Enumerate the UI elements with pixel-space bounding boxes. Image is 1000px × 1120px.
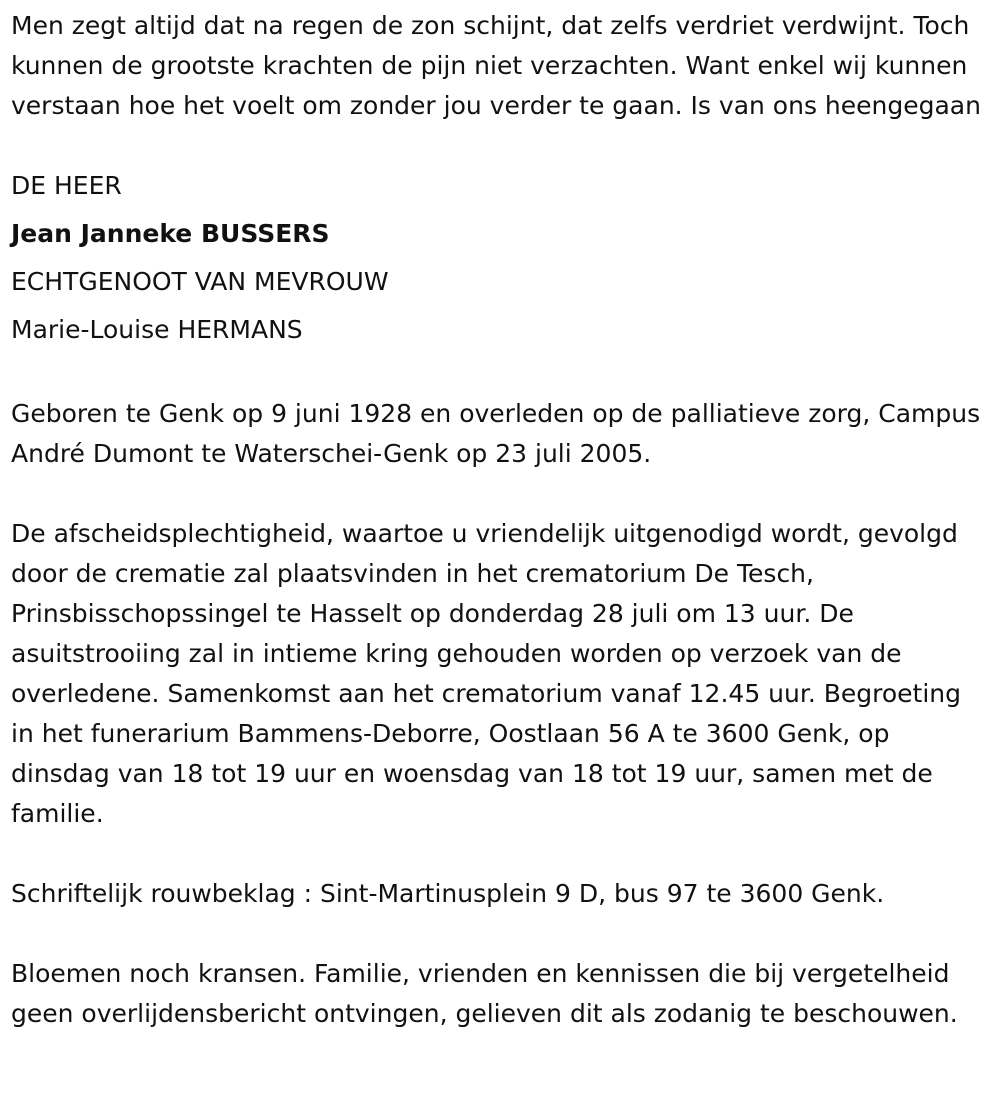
spacer: [11, 474, 988, 514]
spouse-relation: ECHTGENOOT VAN MEVROUW: [11, 267, 389, 296]
deceased-name: Jean Janneke BUSSERS: [11, 219, 330, 248]
obituary-notice: [11, 6, 988, 1034]
intro-paragraph: Men zegt altijd dat na regen de zon schijnt, dat zelfs verdriet verdwijnt. Toch kunnen de grootste krachten de pijn niet verzachten. Want enkel wij kunnen verstaan hoe het voelt om zonder jou verder te gaan. Is van ons heengegaan: [11, 11, 981, 120]
spouse-name: Marie-Louise HERMANS: [11, 315, 303, 344]
ceremony-paragraph: De afscheidsplechtigheid, waartoe u vriendelijk uitgenodigd wordt, gevolgd door de crematie zal plaatsvinden in het crematorium De Tesch, Prinsbisschopssingel te Hasselt op donderdag 28 juli om 13 uur. De asuitstrooiing zal in intieme kring gehouden worden op verzoek van de overledene. Samenkomst aan het crematorium vanaf 12.45 uur. Begroeting in het funerarium Bammens-Deborre, Oostlaan 56 A te 3600 Genk, op dinsdag van 18 tot 19 uur en woensdag van 18 tot 19 uur, samen met de familie.: [11, 519, 961, 828]
condolences-paragraph: Schriftelijk rouwbeklag : Sint-Martinusplein 9 D, bus 97 te 3600 Genk.: [11, 879, 885, 908]
spacer: [11, 914, 988, 954]
spacer: [11, 354, 988, 394]
deceased-block: [11, 162, 988, 354]
birth-death-paragraph: Geboren te Genk op 9 juni 1928 en overleden op de palliatieve zorg, Campus André Dumont te Waterschei-Genk op 23 juli 2005.: [11, 399, 981, 468]
spacer: [11, 834, 988, 874]
flowers-paragraph: Bloemen noch kransen. Familie, vrienden en kennissen die bij vergetelheid geen overlijdensbericht ontvingen, gelieven dit als zodanig te beschouwen.: [11, 959, 958, 1028]
deceased-title: DE HEER: [11, 171, 122, 200]
spacer: [11, 126, 988, 166]
